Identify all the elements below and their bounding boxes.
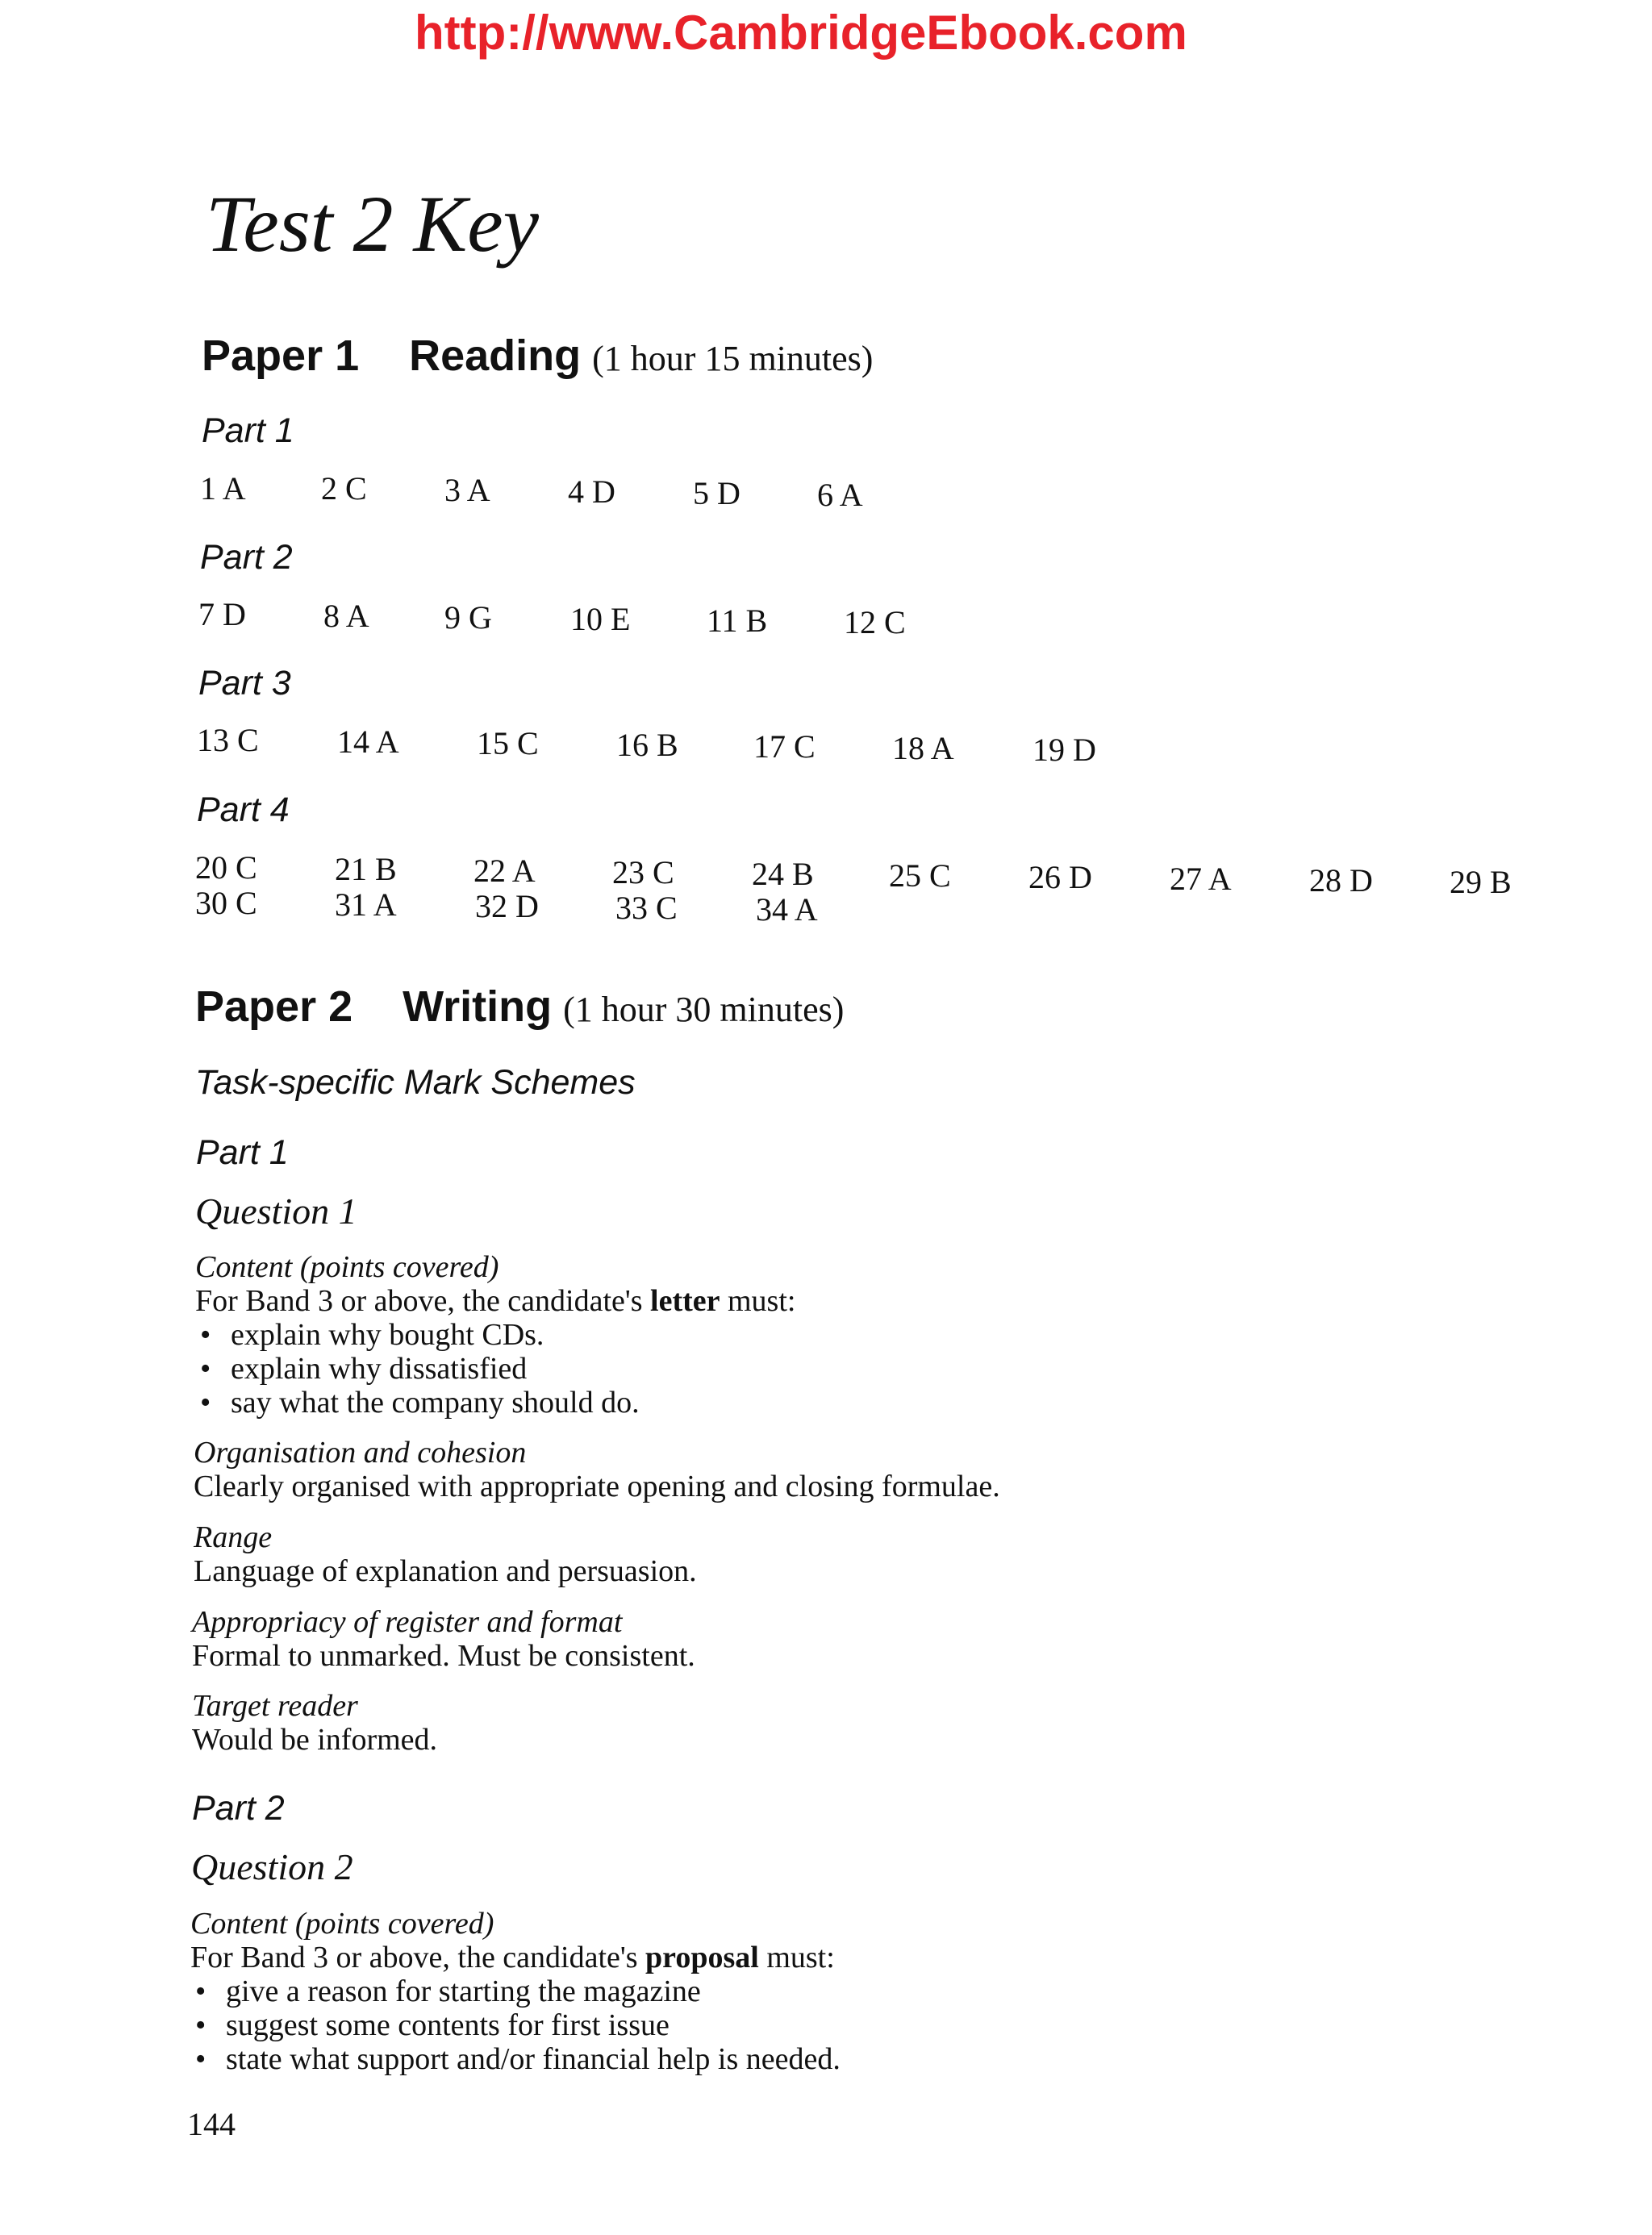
intro-text: For Band 3 or above, the candidate's [190, 1941, 646, 1974]
mark-schemes-subtitle: Task-specific Mark Schemes [195, 1063, 636, 1102]
header-url: http://www.CambridgeEbook.com [415, 6, 1187, 60]
answer-item: 11 B [707, 603, 768, 639]
answer-item: 32 D [475, 888, 539, 924]
intro-text: For Band 3 or above, the candidate's [195, 1284, 651, 1318]
criterion-appropriacy [192, 1605, 695, 1673]
content-bullet-list [190, 1974, 841, 2076]
answer-item: 30 C [195, 885, 257, 921]
answer-item: 28 D [1309, 862, 1373, 899]
answer-item: 34 A [756, 891, 818, 928]
answer-item: 29 B [1450, 864, 1512, 900]
criterion-text: Language of explanation and persuasion. [194, 1554, 697, 1588]
content-bullet: • explain why dissatisfied [195, 1352, 795, 1386]
paper2-heading [195, 982, 844, 1032]
intro-bold: letter [650, 1284, 720, 1318]
criterion-label: Appropriacy of register and format [192, 1605, 623, 1639]
content-label: Content (points covered) [195, 1250, 499, 1284]
paper1-name: Reading [409, 331, 582, 380]
intro-bold: proposal [645, 1941, 759, 1974]
answer-item: 17 C [753, 728, 816, 765]
answer-item: 13 C [197, 722, 259, 758]
answer-item: 7 D [198, 596, 246, 632]
content-intro [190, 1941, 841, 1974]
page-number: 144 [187, 2106, 236, 2142]
answer-item: 1 A [200, 470, 246, 507]
question1-heading: Question 1 [195, 1190, 357, 1232]
paper1-part2-heading: Part 2 [200, 538, 293, 577]
answer-item: 23 C [612, 854, 674, 890]
paper2-part2-heading: Part 2 [192, 1789, 285, 1828]
paper1-part4-heading: Part 4 [197, 790, 290, 829]
paper1-heading [202, 331, 873, 381]
answer-item: 5 D [693, 475, 740, 511]
answer-item: 8 A [323, 598, 369, 634]
answer-item: 14 A [337, 723, 399, 760]
criterion-target-reader [192, 1689, 437, 1757]
paper1-duration: (1 hour 15 minutes) [592, 339, 874, 378]
paper2-name: Writing [403, 982, 553, 1031]
criterion-range [194, 1520, 697, 1588]
paper1-part1-heading: Part 1 [202, 411, 294, 450]
criterion-text: Would be informed. [192, 1723, 438, 1757]
answer-item: 3 A [444, 472, 490, 508]
answer-item: 4 D [568, 473, 615, 510]
paper2-duration: (1 hour 30 minutes) [563, 990, 845, 1029]
intro-text-end: must: [758, 1941, 835, 1974]
answer-item: 10 E [570, 601, 631, 637]
answer-item: 21 B [335, 851, 397, 887]
page-title: Test 2 Key [206, 179, 539, 269]
content-label: Content (points covered) [190, 1907, 494, 1941]
criterion-label: Organisation and cohesion [194, 1436, 527, 1470]
answer-item: 19 D [1032, 732, 1096, 768]
content-intro [195, 1284, 795, 1318]
question1-content [195, 1250, 795, 1420]
intro-text-end: must: [720, 1284, 796, 1318]
answer-item: 16 B [616, 727, 678, 763]
answer-item: 24 B [752, 856, 814, 892]
content-bullet: • state what support and/or financial help is needed. [190, 2042, 841, 2076]
content-bullet: • suggest some contents for first issue [190, 2008, 841, 2042]
question2-heading: Question 2 [191, 1846, 353, 1887]
answer-item: 18 A [892, 730, 954, 766]
answer-item: 9 G [444, 599, 492, 636]
criterion-label: Range [194, 1520, 273, 1554]
answer-item: 25 C [889, 857, 951, 894]
answer-item: 15 C [477, 725, 539, 761]
answer-item: 22 A [473, 853, 536, 889]
paper1-part3-heading: Part 3 [198, 664, 291, 703]
answer-item: 2 C [321, 470, 367, 507]
answer-item: 27 A [1170, 861, 1232, 897]
content-bullet: • give a reason for starting the magazine [190, 1974, 841, 2008]
paper2-part1-heading: Part 1 [196, 1133, 289, 1172]
content-bullet: • explain why bought CDs. [195, 1318, 795, 1352]
answer-item: 12 C [844, 604, 906, 640]
question2-content [190, 1907, 841, 2076]
criterion-organisation [194, 1436, 1000, 1503]
content-bullet: • say what the company should do. [195, 1386, 795, 1420]
answer-item: 6 A [817, 477, 863, 513]
paper1-number: Paper 1 [202, 331, 360, 380]
paper2-number: Paper 2 [195, 982, 353, 1031]
answer-item: 31 A [335, 886, 397, 923]
criterion-label: Target reader [192, 1689, 358, 1723]
answer-item: 20 C [195, 849, 257, 886]
content-bullet-list [195, 1318, 795, 1420]
answer-item: 26 D [1028, 859, 1092, 895]
criterion-text: Clearly organised with appropriate opening and closing formulae. [194, 1470, 1000, 1503]
answer-item: 33 C [615, 890, 678, 926]
criterion-text: Formal to unmarked. Must be consistent. [192, 1639, 695, 1673]
